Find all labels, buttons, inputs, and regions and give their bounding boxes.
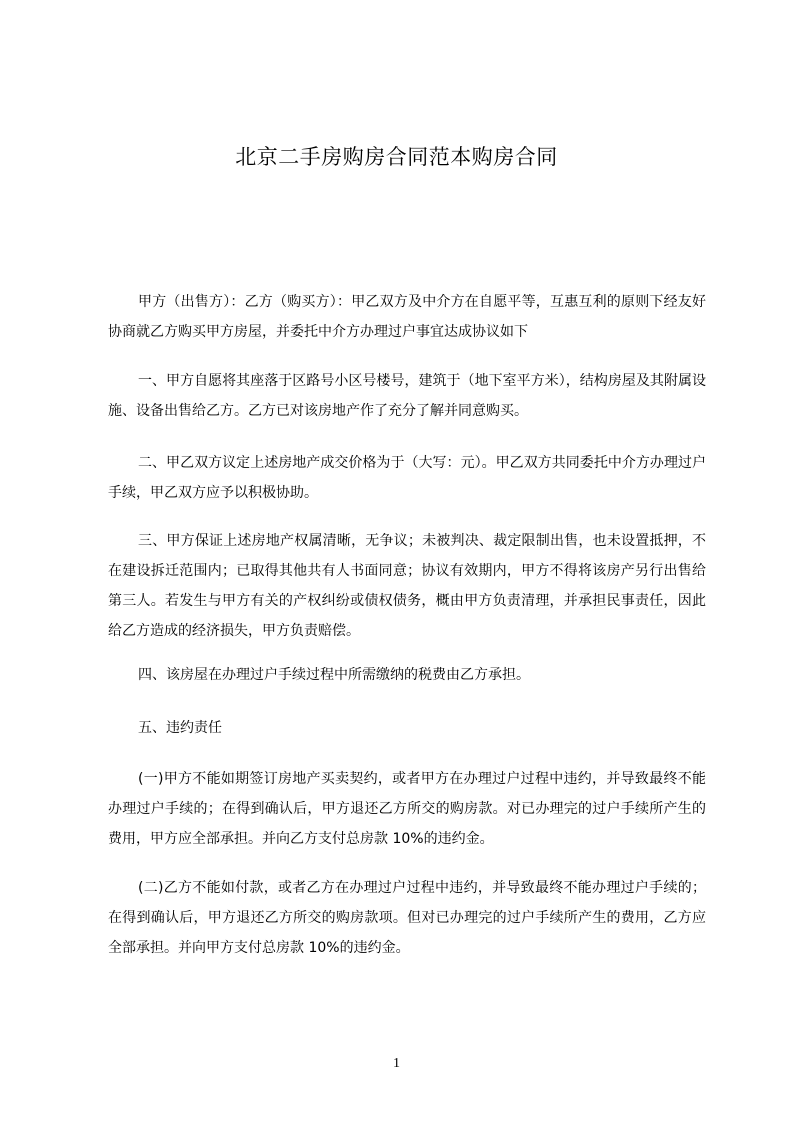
intro-paragraph: 甲方（出售方）：乙方（购买方）：甲乙双方及中介方在自愿平等，互惠互利的原则下经友好协商就乙方购买甲方房屋，并委托中介方办理过户事宜达成协议如下: [108, 294, 706, 340]
clause-5-item-1-paragraph: (一)甲方不能如期签订房地产买卖契约，或者甲方在办理过户过程中违约，并导致最终不能办理过户手续的；在得到确认后，甲方退还乙方所交的购房款。对已办理完的过户手续所产生的费用，甲方应全部承担。并向乙方支付总房款 10%的违约金。: [108, 771, 706, 847]
clause-5-heading: 五、违约责任: [138, 720, 222, 736]
clause-1-paragraph: 一、甲方自愿将其座落于区路号小区号楼号，建筑于（地下室平方米），结构房屋及其附属设施、设备出售给乙方。乙方已对该房地产作了充分了解并同意购买。: [108, 373, 706, 419]
clause-4-paragraph: 四、该房屋在办理过户手续过程中所需缴纳的税费由乙方承担。: [138, 667, 530, 683]
clause-3-paragraph: 三、甲方保证上述房地产权属清晰，无争议；未被判决、裁定限制出售，也未设置抵押，不在建设拆迁范围内；已取得其他共有人书面同意；协议有效期内，甲方不得将该房产另行出售给第三人。若发生与甲方有关的产权纠纷或债权债务，概由甲方负责清理，并承担民事责任，因此给乙方造成的经济损失，甲方负责赔偿。: [108, 533, 706, 639]
page-number: 1: [393, 1056, 400, 1071]
document-title: 北京二手房购房合同范本购房合同: [235, 145, 558, 169]
clause-5-item-2-paragraph: (二)乙方不能如付款，或者乙方在办理过户过程中违约，并导致最终不能办理过户手续的；在得到确认后，甲方退还乙方所交的购房款项。但对已办理完的过户手续所产生的费用，乙方应全部承担。并向甲方支付总房款 10%的违约金。: [108, 880, 706, 956]
clause-2-paragraph: 二、甲乙双方议定上述房地产成交价格为于（大写：元）。甲乙双方共同委托中介方办理过户手续，甲乙双方应予以积极协助。: [108, 455, 706, 501]
